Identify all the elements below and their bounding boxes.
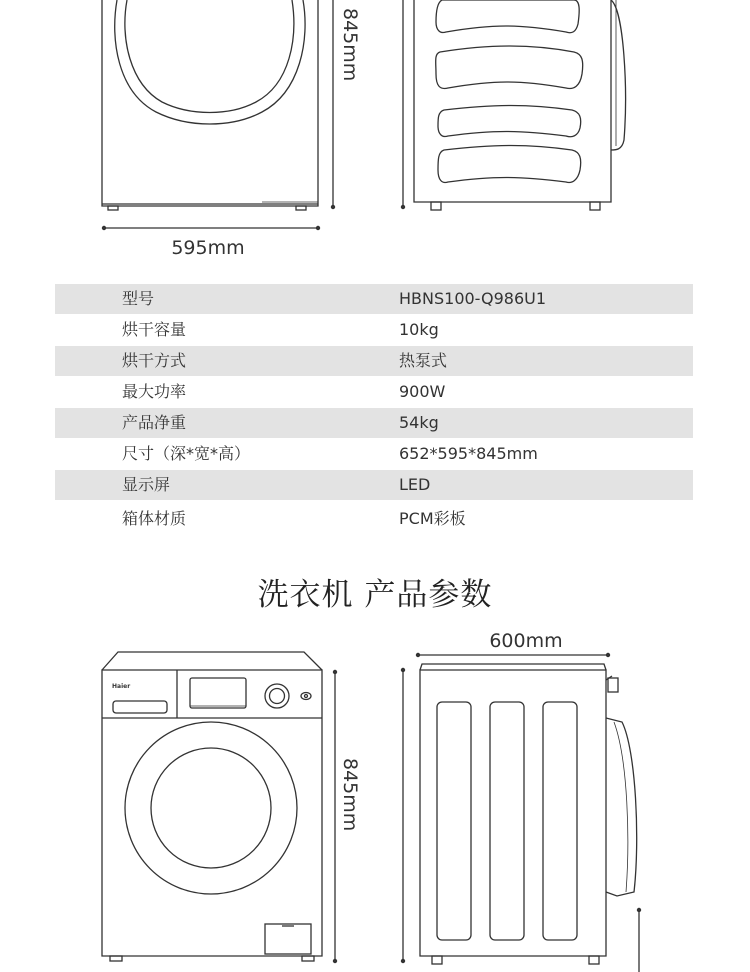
spec-label: 烘干方式	[55, 346, 368, 376]
washer-side-panel-1	[437, 702, 471, 940]
section-title: 洗衣机 产品参数	[257, 577, 493, 613]
brand-logo: Haier	[112, 683, 131, 690]
washer-front-foot-left	[110, 956, 122, 961]
spec-value: 900W	[399, 382, 446, 401]
spec-label: 产品净重	[55, 408, 368, 438]
spec-value: 54kg	[304, 408, 693, 438]
spec-label: 显示屏	[55, 470, 368, 500]
dryer-side-foot-left	[431, 202, 441, 210]
spec-row	[55, 439, 693, 470]
spec-row	[55, 315, 693, 346]
washer-side-foot-right	[589, 956, 599, 964]
spec-value: 10kg	[399, 320, 439, 339]
spec-label: 最大功率	[122, 382, 187, 401]
dryer-side-panel-3	[438, 106, 581, 137]
washer-door-inner	[151, 748, 271, 868]
spec-row	[55, 408, 693, 439]
spec-row	[55, 284, 693, 315]
power-button	[301, 693, 311, 700]
detergent-drawer	[113, 701, 167, 713]
washer-height-label: 845mm	[339, 758, 361, 832]
dryer-width-label: 595mm	[171, 237, 245, 259]
washer-side-panel-3	[543, 702, 577, 940]
dryer-side-door	[611, 0, 625, 150]
spec-value: 热泵式	[304, 346, 693, 376]
filter-cover	[265, 924, 311, 954]
washer-side-door	[606, 718, 637, 896]
spec-value: HBNS100-Q986U1	[304, 284, 693, 314]
washer-dimension-drawing	[0, 630, 750, 972]
spec-label: 尺寸（深*宽*高）	[122, 444, 251, 463]
washer-side-top	[420, 664, 606, 670]
spec-label: 箱体材质	[122, 509, 187, 528]
spec-label: 烘干容量	[122, 320, 187, 339]
spec-value: LED	[304, 470, 693, 500]
dryer-door-outer	[115, 0, 305, 124]
dryer-side-body	[414, 0, 611, 202]
control-knob-outer	[265, 684, 289, 708]
dryer-side-panel-4	[438, 146, 581, 183]
dryer-front-foot-right	[296, 206, 306, 210]
control-knob-inner	[270, 689, 285, 704]
washer-front-top	[102, 652, 322, 670]
dryer-side-panel-2	[436, 46, 583, 88]
spec-row	[55, 470, 693, 501]
dryer-height-label: 845mm	[339, 8, 361, 82]
washer-side-body	[420, 670, 606, 956]
spec-row	[55, 346, 693, 377]
spec-label: 型号	[55, 284, 368, 314]
dryer-front-body	[102, 0, 318, 206]
dryer-dimension-drawing	[0, 0, 750, 262]
dryer-side-foot-right	[590, 202, 600, 210]
washer-side-knob	[608, 678, 618, 692]
spec-value: PCM彩板	[399, 509, 466, 528]
spec-table	[55, 284, 693, 535]
washer-side-panel-2	[490, 702, 524, 940]
washer-side-foot-left	[432, 956, 442, 964]
spec-value: 652*595*845mm	[399, 444, 538, 463]
spec-row	[55, 501, 693, 535]
spec-row	[55, 377, 693, 408]
dryer-door-inner	[125, 0, 294, 113]
dryer-side-panel-1	[436, 0, 579, 33]
control-display	[190, 678, 246, 708]
washer-depth-label: 600mm	[489, 630, 563, 652]
washer-front-foot-right	[302, 956, 314, 961]
dryer-front-foot-left	[108, 206, 118, 210]
